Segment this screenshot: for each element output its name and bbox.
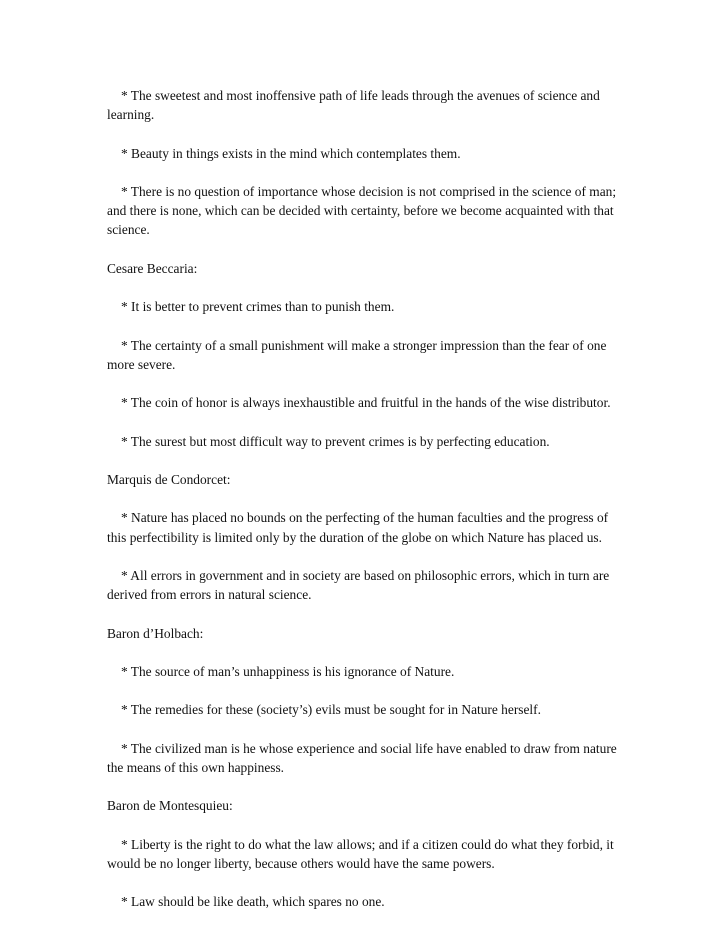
quote-paragraph: * The source of man’s unhappiness is his ignorance of Nature. [121,663,455,679]
quote-paragraph: * The certainty of a small punishment will make a stronger impression than the fear of one more severe. [107,337,607,372]
speaker-heading: Marquis de Condorcet: [107,471,231,487]
quote-paragraph: * Liberty is the right to do what the law allows; and if a citizen could do what they forbid, it would be no longer liberty, because others would have the same powers. [107,836,614,871]
quote-paragraph: * The sweetest and most inoffensive path of life leads through the avenues of science and learning. [107,88,600,123]
quote-paragraph: * It is better to prevent crimes than to punish them. [121,299,395,315]
quote-paragraph: * There is no question of importance whose decision is not comprised in the science of man; and there is none, which can be decided with certainty, before we become acquainted with that science. [107,183,617,238]
quote-paragraph: * All errors in government and in society are based on philosophic errors, which in turn are derived from errors in natural science. [107,567,610,603]
quote-paragraph: * Nature has placed no bounds on the perfecting of the human faculties and the progress of this perfectibility is limited only by the duration of the globe on which Nature has placed us. [107,510,609,545]
speaker-heading: Baron de Montesquieu: [107,798,233,814]
quote-paragraph: * The remedies for these (society’s) evils must be sought for in Nature herself. [121,702,541,718]
quote-paragraph: * The civilized man is he whose experience and social life have enabled to draw from nature the means of this own happiness. [107,740,617,775]
quote-paragraph: * The coin of honor is always inexhaustible and fruitful in the hands of the wise distributor. [121,395,611,411]
speaker-heading: Cesare Beccaria: [107,260,198,276]
speaker-heading: Baron d’Holbach: [107,625,204,641]
quote-paragraph: * Beauty in things exists in the mind which contemplates them. [121,145,461,161]
quote-paragraph: * The surest but most difficult way to prevent crimes is by perfecting education. [121,433,550,449]
quote-paragraph: * Law should be like death, which spares no one. [121,894,385,910]
